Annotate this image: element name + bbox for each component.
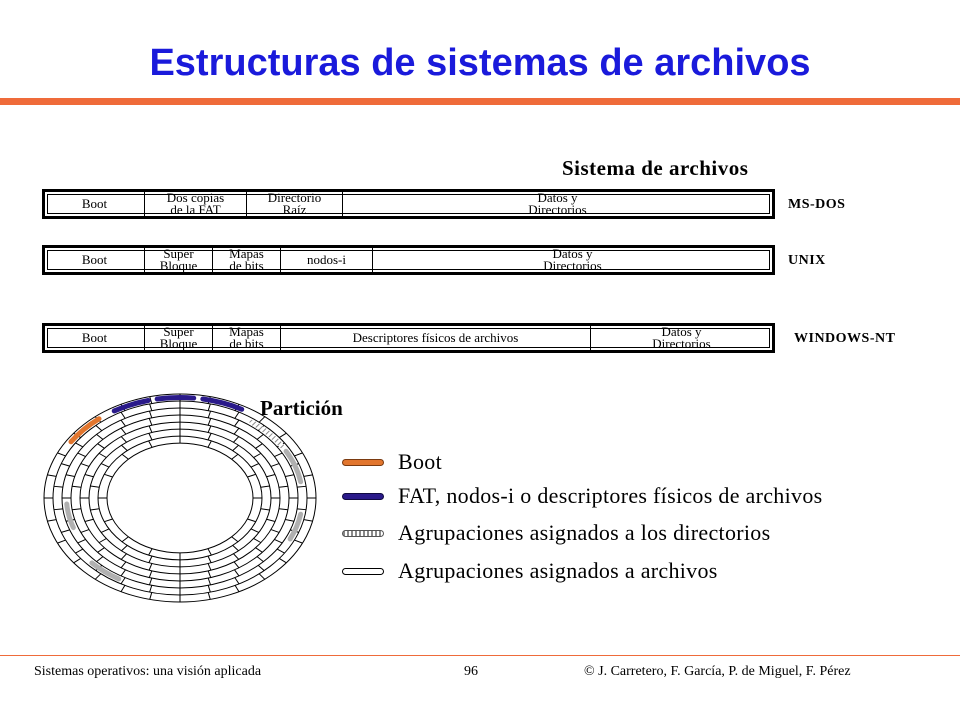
- disk-sector-divider: [95, 574, 101, 579]
- title-divider: [0, 98, 960, 105]
- disk-sector-divider: [297, 486, 306, 487]
- disk-sector-divider: [57, 453, 65, 456]
- disk-sector-divider: [294, 540, 302, 543]
- disk-sector-divider: [258, 565, 264, 570]
- disk-sector-divider: [235, 578, 239, 584]
- legend-files: [342, 556, 718, 586]
- disk-sector-divider: [234, 428, 239, 434]
- disk-sector-divider: [267, 475, 276, 477]
- slide-title: Estructuras de sistemas de archivos: [149, 42, 811, 84]
- disk-sector-divider: [66, 475, 75, 477]
- directory-segment: [286, 451, 301, 482]
- disk-sector-divider: [81, 464, 89, 467]
- disk-sector-divider: [97, 557, 103, 562]
- disk-sector-divider: [279, 509, 288, 510]
- disk-sector-divider: [285, 519, 294, 521]
- disk-sector-divider: [232, 454, 238, 459]
- partition-heading: Partición: [260, 396, 343, 420]
- disk-sector-divider: [122, 445, 128, 450]
- disk-sector-divider: [96, 425, 102, 430]
- disk-sector-divider: [75, 443, 82, 447]
- legend-files-label: Agrupaciones asignados a archivos: [398, 558, 718, 583]
- legend-fat: [342, 481, 822, 511]
- disk-sector-divider: [121, 428, 126, 434]
- unix-inodes-cell: nodos-i: [281, 248, 373, 272]
- disk-sector-divider: [150, 404, 152, 411]
- legend-fat-label: FAT, nodos-i o descriptores físicos de archivos: [398, 483, 823, 508]
- disk-sector-divider: [256, 548, 263, 553]
- disk-sector-divider: [208, 404, 210, 411]
- legend-boot: [342, 447, 442, 477]
- disk-ring: [89, 429, 271, 567]
- disk-sector-divider: [149, 556, 152, 563]
- disk-sector-divider: [104, 474, 112, 477]
- disk-sector-divider: [149, 571, 152, 578]
- disk-sector-divider: [74, 558, 81, 562]
- boot-swatch: [342, 459, 384, 466]
- unix-superblock-cell: Super Bloque: [145, 248, 213, 272]
- legend-directories: [342, 518, 770, 548]
- disk-ring: [107, 443, 253, 553]
- disk-sector-divider: [121, 420, 126, 426]
- disk-sector-divider: [208, 411, 210, 418]
- disk-sector-divider: [72, 486, 81, 487]
- disk-sector-divider: [267, 519, 276, 521]
- windowsnt-layout-bar: [42, 323, 775, 353]
- disk-sector-divider: [235, 420, 240, 426]
- legend-directories-label: Agrupaciones asignados a los directorios: [398, 520, 771, 545]
- disk-sector-divider: [121, 570, 126, 576]
- disk-sector-divider: [271, 464, 279, 467]
- disk-sector-divider: [122, 537, 128, 542]
- disk-sector-divider: [304, 520, 313, 522]
- unix-label: UNIX: [788, 253, 826, 268]
- footer-book-title: Sistemas operativos: una visión aplicada: [34, 664, 262, 679]
- disk-sector-divider: [259, 574, 265, 579]
- unix-boot-cell: Boot: [45, 248, 145, 272]
- disk-sector-divider: [47, 520, 56, 522]
- disk-sector-divider: [150, 585, 152, 592]
- disk-sector-divider: [259, 417, 265, 422]
- footer-authors: © J. Carretero, F. García, P. de Miguel, F. Pérez: [584, 664, 851, 679]
- disk-sector-divider: [235, 412, 239, 418]
- legend-boot-label: Boot: [398, 449, 442, 474]
- disk-sector-divider: [208, 564, 211, 571]
- disk-sector-divider: [235, 585, 239, 591]
- disk-sector-divider: [251, 464, 259, 468]
- disk-sector-divider: [208, 426, 211, 433]
- disk-sector-divider: [122, 545, 128, 550]
- directory-segment: [252, 422, 282, 445]
- disk-sector-divider: [279, 486, 288, 487]
- msdos-label: MS-DOS: [788, 197, 846, 212]
- disk-sector-divider: [254, 538, 261, 542]
- disk-sector-divider: [274, 453, 282, 457]
- disk-sector-divider: [208, 578, 210, 585]
- disk-sector-divider: [294, 453, 302, 456]
- disk-sector-divider: [254, 453, 261, 457]
- disk-sector-divider: [149, 426, 152, 433]
- disk-sector-divider: [90, 509, 99, 510]
- disk-sector-divider: [149, 433, 152, 440]
- disk-sector-divider: [208, 556, 211, 563]
- boot-segment: [71, 419, 99, 442]
- footer-divider: [0, 655, 960, 656]
- disk-sector-divider: [304, 475, 313, 477]
- disk-sector-divider: [261, 509, 270, 510]
- disk-sector-divider: [208, 585, 210, 592]
- disk-sector-divider: [279, 558, 286, 562]
- disk-sector-divider: [85, 519, 94, 521]
- disk-sector-divider: [208, 571, 211, 578]
- disk-sector-divider: [85, 475, 94, 477]
- disk-sector-divider: [98, 548, 105, 553]
- disk-sector-divider: [149, 549, 152, 555]
- disk-sector-divider: [256, 444, 263, 449]
- fat-segment: [157, 398, 194, 400]
- disk-sector-divider: [279, 433, 286, 437]
- nt-superblock-cell: Super Bloque: [145, 326, 213, 350]
- disk-sector-divider: [233, 445, 239, 450]
- disk-sector-divider: [149, 564, 152, 571]
- disk-sector-divider: [97, 434, 103, 439]
- disk-sector-divider: [122, 454, 128, 459]
- disk-sector-divider: [257, 434, 263, 439]
- disk-sector-divider: [297, 509, 306, 510]
- disk-sector-divider: [208, 433, 211, 440]
- disk-sector-divider: [121, 585, 125, 591]
- file-system-heading: Sistema de archivos: [562, 156, 749, 180]
- disk-sector-divider: [233, 545, 239, 550]
- disk-sector-divider: [233, 437, 238, 443]
- disk-sector-divider: [121, 554, 126, 560]
- disk-sector-divider: [61, 530, 69, 532]
- disk-sector-divider: [101, 464, 109, 468]
- disk-sector-divider: [104, 519, 112, 522]
- disk-sector-divider: [235, 570, 240, 576]
- disk-sector-divider: [208, 593, 210, 600]
- disk-sector-divider: [54, 486, 63, 487]
- partition-disk-diagram: [40, 388, 320, 608]
- footer-page-number: 96: [464, 664, 478, 679]
- disk-sector-divider: [232, 537, 238, 542]
- disk-sector-divider: [98, 444, 105, 449]
- disk-sector-divider: [261, 486, 270, 487]
- nt-descriptors-cell: Descriptores físicos de archivos: [281, 326, 591, 350]
- nt-bitmaps-cell: Mapas de bits: [213, 326, 281, 350]
- msdos-data-cell: Datos y Directorios: [528, 192, 587, 216]
- disk-sector-divider: [121, 578, 125, 584]
- disk-sector-divider: [99, 538, 106, 542]
- unix-bitmaps-cell: Mapas de bits: [213, 248, 281, 272]
- directories-swatch: [342, 530, 384, 537]
- disk-sector-divider: [121, 412, 125, 418]
- disk-sector-divider: [285, 475, 294, 477]
- disk-sector-divider: [277, 549, 284, 553]
- disk-sector-divider: [121, 562, 126, 568]
- msdos-layout-bar: [42, 189, 775, 219]
- disk-sector-divider: [81, 530, 89, 533]
- disk-sector-divider: [99, 453, 106, 457]
- disk-sector-divider: [247, 474, 255, 477]
- disk-sector-divider: [257, 557, 263, 562]
- disk-sector-divider: [47, 475, 56, 477]
- disk-sector-divider: [208, 441, 211, 447]
- disk-sector-divider: [149, 578, 151, 585]
- disk-sector-divider: [121, 437, 126, 443]
- msdos-root-dir-cell: Directorio Raíz: [247, 192, 343, 216]
- disk-sector-divider: [274, 539, 282, 543]
- msdos-boot-cell: Boot: [45, 192, 145, 216]
- disk-sector-divider: [72, 509, 81, 510]
- disk-sector-divider: [101, 529, 109, 533]
- disk-sector-divider: [54, 509, 63, 510]
- unix-layout-bar: [42, 245, 775, 275]
- nt-data-cell: Datos y Directorios: [652, 326, 711, 350]
- fat-segment: [114, 400, 148, 410]
- directory-segment: [67, 504, 74, 528]
- disk-sector-divider: [208, 549, 211, 555]
- disk-sector-divider: [78, 539, 86, 543]
- unix-data-cell: Datos y Directorios: [543, 248, 602, 272]
- disk-sector-divider: [75, 549, 82, 553]
- disk-sector-divider: [149, 411, 151, 418]
- fat-swatch: [342, 493, 384, 500]
- disk-sector-divider: [233, 554, 238, 560]
- disk-sector-divider: [208, 418, 211, 425]
- windowsnt-label: WINDOWS-NT: [794, 331, 896, 346]
- disk-sector-divider: [150, 593, 152, 600]
- disk-sector-divider: [57, 540, 65, 543]
- disk-sector-divider: [90, 486, 99, 487]
- disk-sector-divider: [247, 519, 255, 522]
- disk-sector-divider: [78, 453, 86, 457]
- disk-sector-divider: [271, 530, 279, 533]
- disk-sector-divider: [251, 529, 259, 533]
- disk-sector-divider: [149, 441, 152, 447]
- files-swatch: [342, 568, 384, 575]
- disk-sector-divider: [149, 418, 152, 425]
- disk-sector-divider: [234, 562, 239, 568]
- msdos-fat-copies-cell: Dos copias de la FAT: [145, 192, 247, 216]
- disk-sector-divider: [61, 464, 69, 466]
- disk-ring: [80, 422, 280, 574]
- nt-boot-cell: Boot: [45, 326, 145, 350]
